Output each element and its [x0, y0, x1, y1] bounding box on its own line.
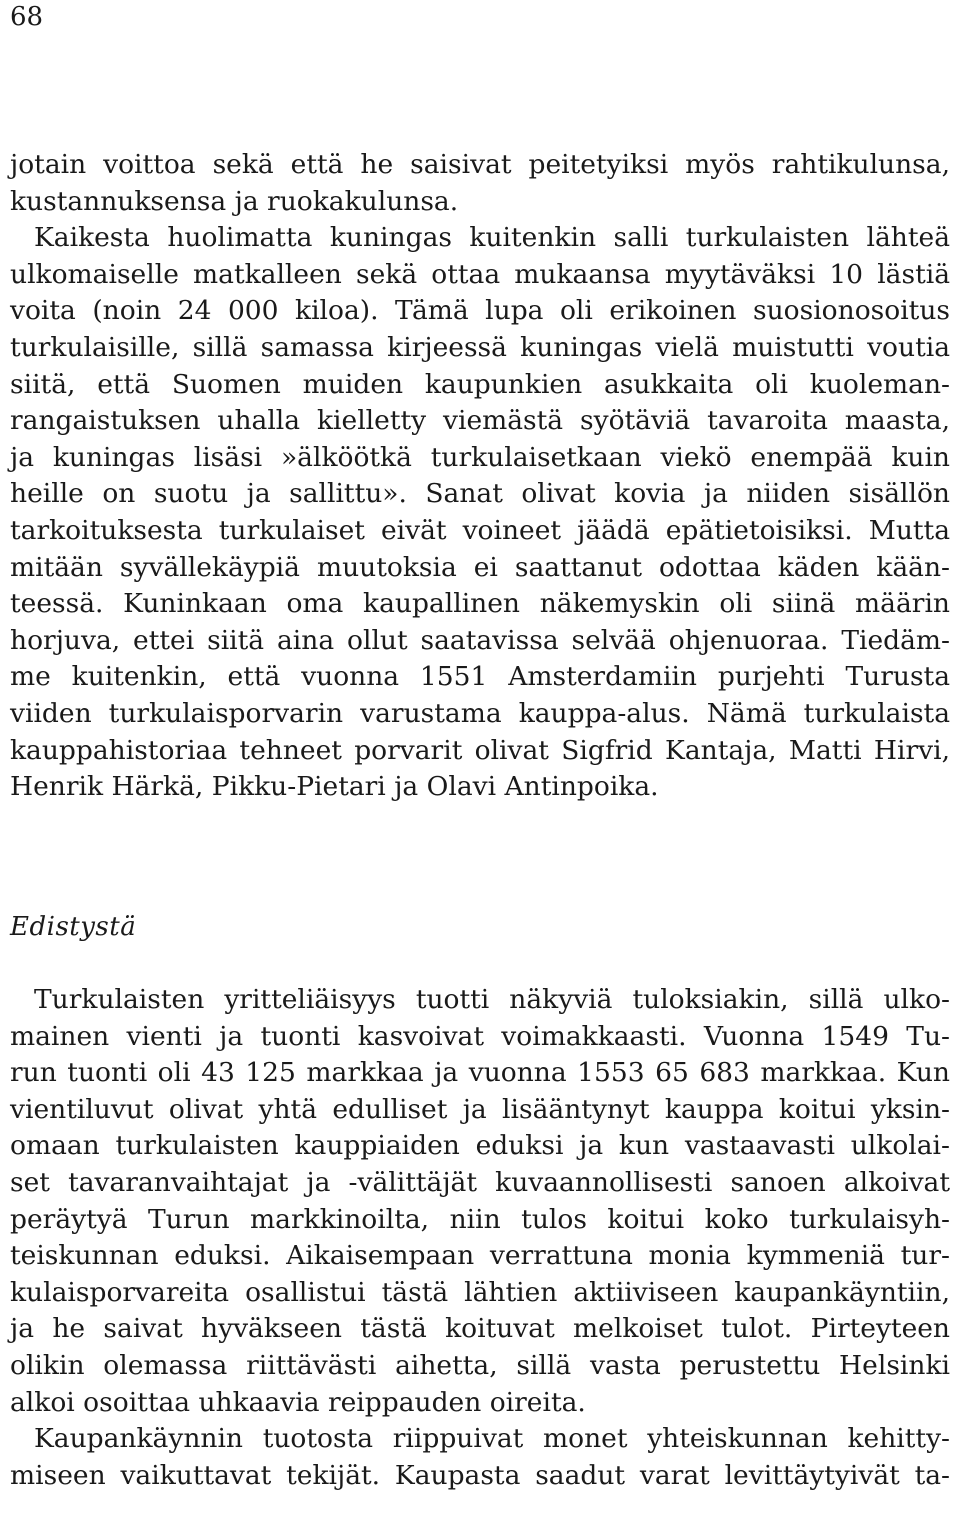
- text-line: omaan turkulaisten kauppiaiden eduksi ja kun vastaavasti ulkolai-: [10, 1130, 950, 1162]
- text-line: set tavaranvaihtajat ja -välittäjät kuvaannollisesti sanoen alkoivat: [10, 1166, 950, 1198]
- text-line: jotain voittoa sekä että he saisivat peitetyiksi myös rahtikulunsa,: [10, 149, 950, 180]
- text-line: miseen vaikuttavat tekijät. Kaupasta saadut varat levittäytyivät ta-: [10, 1459, 950, 1491]
- text-line: Kaikesta huolimatta kuningas kuitenkin salli turkulaisten lähteä: [34, 222, 950, 254]
- text-line: tarkoituksesta turkulaiset eivät voineet jäädä epätietoisiksi. Mutta: [10, 514, 950, 546]
- text-line: vientiluvut olivat yhtä edulliset ja lisääntynyt kauppa koitui yksin-: [10, 1093, 950, 1125]
- text-line: ulkomaiselle matkalleen sekä ottaa mukaansa myytäväksi 10 lästiä: [10, 258, 950, 290]
- text-line: mitään syvällekäypiä muutoksia ei saattanut odottaa käden kään-: [10, 551, 950, 583]
- text-line: teiskunnan eduksi. Aikaisempaan verrattuna monia kymmeniä tur-: [10, 1240, 950, 1272]
- body-text-section-2: [10, 982, 950, 1494]
- text-line: siitä, että Suomen muiden kaupunkien asukkaita oli kuoleman-: [10, 368, 950, 400]
- text-line: alkoi osoittaa uhkaavia reippauden oireita.: [10, 1386, 586, 1418]
- text-line: voita (noin 24 000 kiloa). Tämä lupa oli erikoinen suosionosoitus: [10, 295, 950, 327]
- section-heading: Edistystä: [10, 912, 137, 942]
- body-text-section-1: [10, 147, 950, 806]
- text-line: mainen vienti ja tuonti kasvoivat voimakkaasti. Vuonna 1549 Tu-: [10, 1020, 950, 1052]
- text-line: olikin olemassa riittävästi aihetta, sillä vasta perustettu Helsinki: [10, 1349, 950, 1381]
- text-line: ja kuningas lisäsi »älköötkä turkulaisetkaan viekö enempää kuin: [10, 441, 950, 473]
- text-line: heille on suotu ja sallittu». Sanat olivat kovia ja niiden sisällön: [10, 478, 950, 510]
- text-line: Turkulaisten yritteliäisyys tuotti näkyviä tuloksiakin, sillä ulko-: [34, 984, 950, 1015]
- text-line: horjuva, ettei siitä aina ollut saatavissa selvää ohjenuoraa. Tiedäm-: [10, 624, 950, 656]
- text-line: teessä. Kuninkaan oma kaupallinen näkemyskin oli siinä määrin: [10, 588, 950, 620]
- text-line: kustannuksensa ja ruokakulunsa.: [10, 185, 459, 217]
- text-line: turkulaisille, sillä samassa kirjeessä kuningas vielä muistutti voutia: [10, 331, 950, 363]
- text-line: Henrik Härkä, Pikku-Pietari ja Olavi Antinpoika.: [10, 771, 659, 803]
- text-line: viiden turkulaisporvarin varustama kauppa-alus. Nämä turkulaista: [10, 697, 950, 729]
- text-line: kauppahistoriaa tehneet porvarit olivat Sigfrid Kantaja, Matti Hirvi,: [10, 734, 950, 766]
- text-line: kulaisporvareita osallistui tästä lähtien aktiiviseen kaupankäyntiin,: [10, 1276, 950, 1308]
- text-line: me kuitenkin, että vuonna 1551 Amsterdamiin purjehti Turusta: [10, 661, 950, 693]
- text-line: run tuonti oli 43 125 markkaa ja vuonna 1553 65 683 markkaa. Kun: [10, 1057, 950, 1089]
- text-line: Kaupankäynnin tuotosta riippuivat monet yhteiskunnan kehitty-: [34, 1423, 950, 1455]
- text-line: ja he saivat hyväkseen tästä koituvat melkoiset tulot. Pirteyteen: [10, 1313, 950, 1345]
- page-number: 68: [10, 2, 44, 32]
- text-line: rangaistuksen uhalla kielletty viemästä syötäviä tavaroita maasta,: [10, 405, 950, 437]
- text-line: peräytyä Turun markkinoilta, niin tulos koitui koko turkulaisyh-: [10, 1203, 950, 1235]
